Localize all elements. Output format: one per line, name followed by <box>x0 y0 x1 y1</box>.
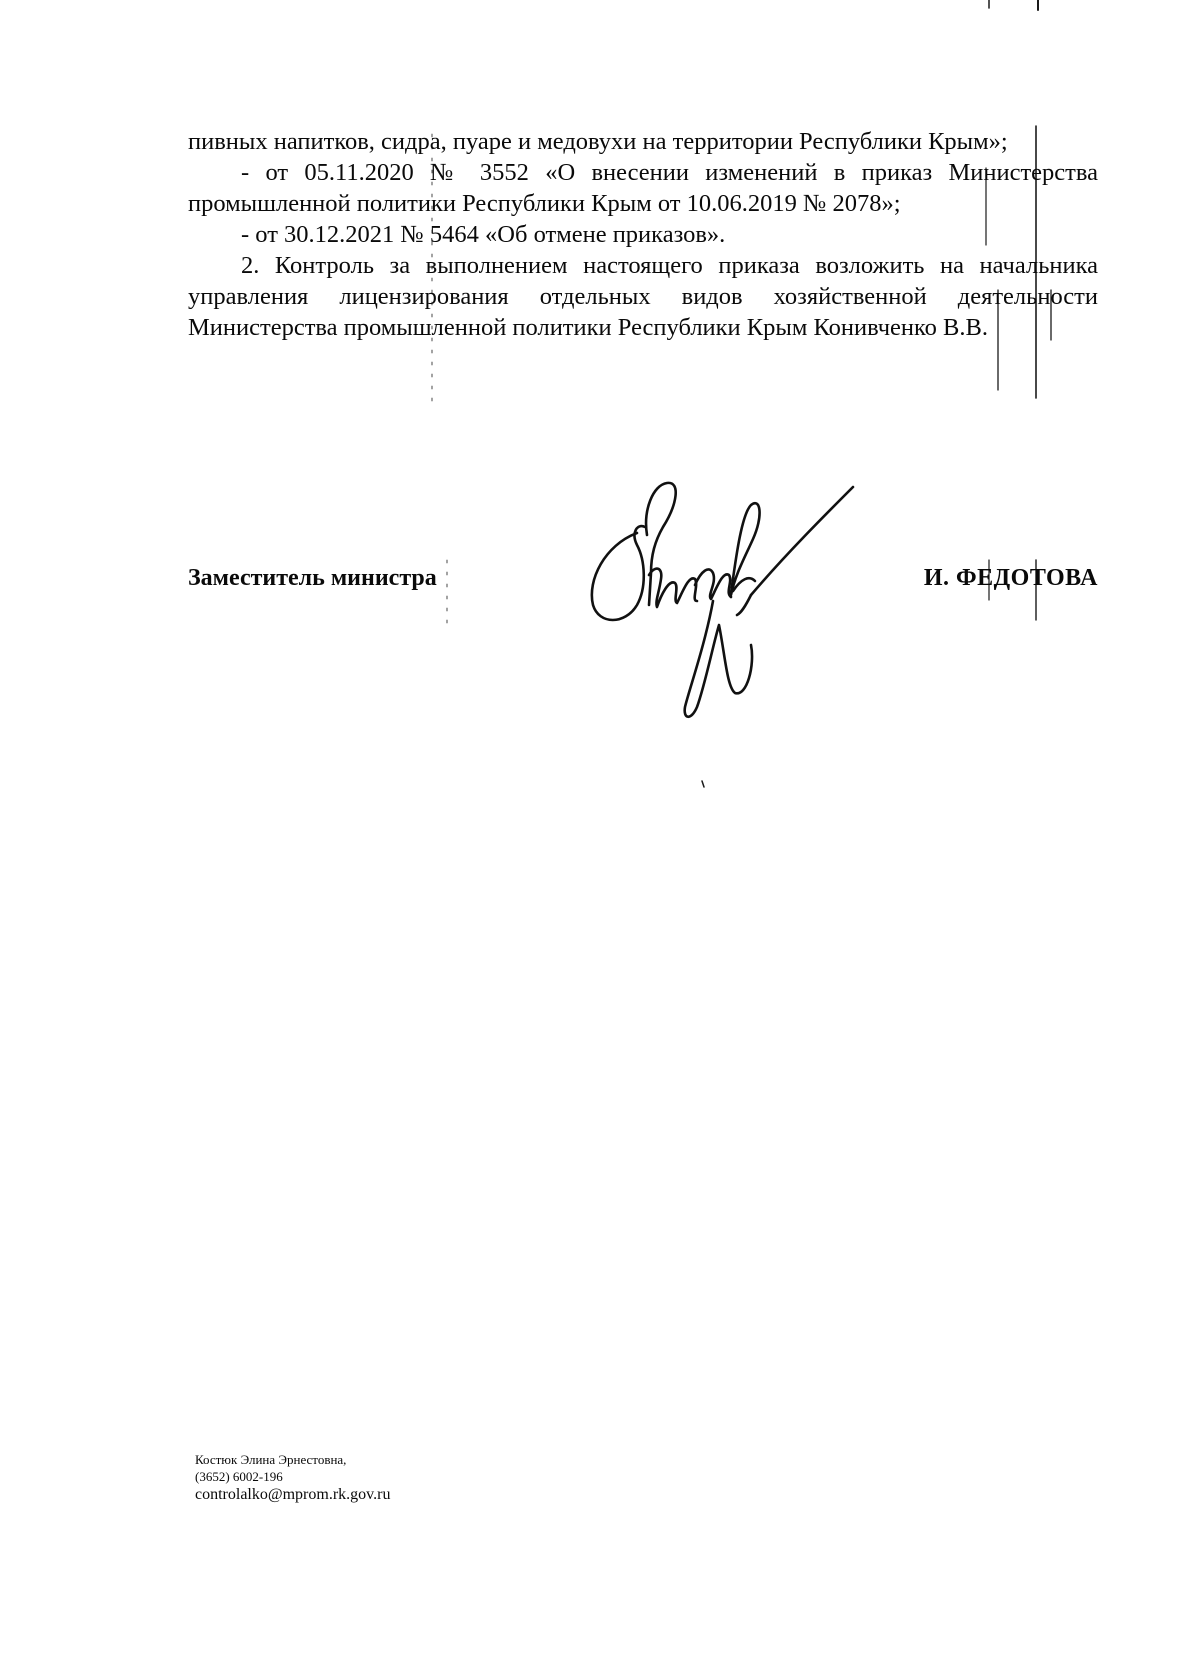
signer-position: Заместитель министра <box>188 565 437 591</box>
paragraph-order-5464: - от 30.12.2021 № 5464 «Об отмене приказов». <box>241 221 726 248</box>
paragraph-continuation: пивных напитков, сидра, пуаре и медовухи на территории Республики Крым»; <box>188 128 1008 155</box>
contact-email: controlalko@mprom.rk.gov.ru <box>195 1486 391 1503</box>
paragraph-control-clause: 2. Контроль за выполнением настоящего приказа возложить на начальника управления лицензирования отдельных видов хозяйственной деятельности Министерства промышленной политики Республики Крым Конивченко В.В. <box>188 252 1098 341</box>
signer-name: И. ФЕДОТОВА <box>923 565 1098 591</box>
document-body <box>188 126 1098 343</box>
contact-name: Костюк Элина Эрнестовна, <box>195 1452 347 1467</box>
paragraph-order-3552: - от 05.11.2020 № 3552 «О внесении изменений в приказ Министерства промышленной политики Республики Крым от 10.06.2019 № 2078»; <box>188 159 1098 217</box>
contact-footer <box>195 1451 390 1505</box>
contact-phone: (3652) 6002-196 <box>195 1469 283 1484</box>
handwritten-signature <box>585 475 915 735</box>
